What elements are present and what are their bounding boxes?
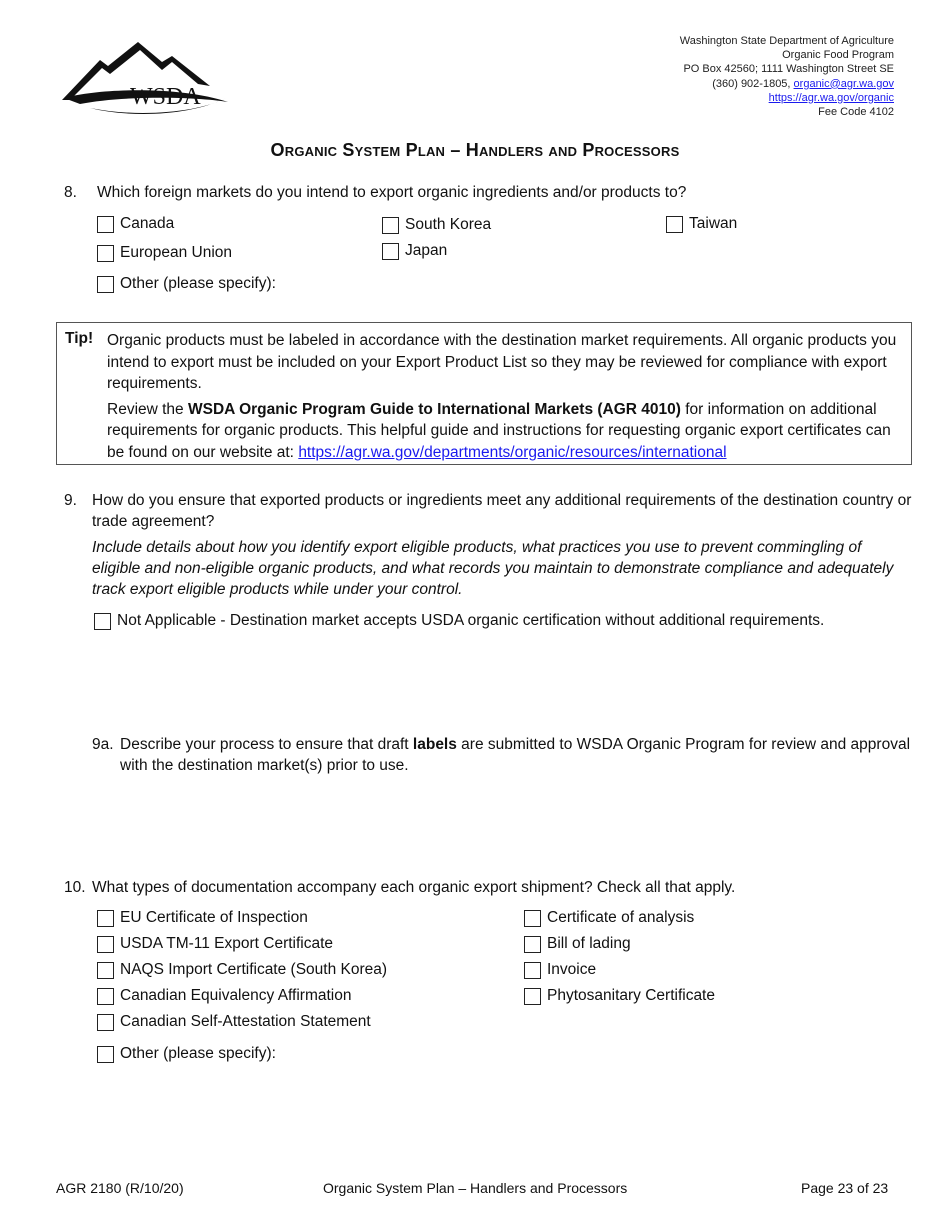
checkbox-other-market[interactable]: Other (please specify): bbox=[97, 275, 276, 293]
checkbox-bill-of-lading[interactable]: Bill of lading bbox=[524, 935, 631, 953]
checkbox-icon[interactable] bbox=[382, 217, 399, 234]
q9-number: 9. bbox=[64, 492, 77, 509]
agency-line: Organic Food Program bbox=[782, 49, 894, 62]
checkbox-icon[interactable] bbox=[97, 276, 114, 293]
checkbox-eu-certificate[interactable]: EU Certificate of Inspection bbox=[97, 909, 308, 927]
checkbox-icon[interactable] bbox=[524, 988, 541, 1005]
checkbox-icon[interactable] bbox=[666, 216, 683, 233]
checkbox-icon[interactable] bbox=[524, 910, 541, 927]
checkbox-icon[interactable] bbox=[97, 1046, 114, 1063]
svg-text:WSDA: WSDA bbox=[130, 84, 201, 110]
checkbox-taiwan[interactable]: Taiwan bbox=[666, 215, 737, 233]
checkbox-icon[interactable] bbox=[97, 988, 114, 1005]
checkbox-not-applicable[interactable]: Not Applicable - Destination market accepts USDA organic certification without additional requirements. bbox=[94, 612, 824, 630]
international-markets-link[interactable]: https://agr.wa.gov/departments/organic/resources/international bbox=[298, 443, 727, 461]
agency-email-link[interactable]: organic@agr.wa.gov bbox=[793, 77, 894, 90]
agency-phone: (360) 902-1805, bbox=[712, 77, 791, 90]
checkbox-icon[interactable] bbox=[524, 936, 541, 953]
mountain-logo-icon bbox=[60, 38, 232, 116]
q8-text: Which foreign markets do you intend to export organic ingredients and/or products to? bbox=[97, 184, 687, 201]
tip-box bbox=[56, 322, 912, 465]
tip-paragraph: Review the WSDA Organic Program Guide to International Markets (AGR 4010) for information on additional requirements for organic products. This helpful guide and instructions for requesting organic export certificates can be found on our website at: https://agr.wa.gov/departments/organic/resources/international bbox=[107, 400, 891, 461]
checkbox-icon[interactable] bbox=[382, 243, 399, 260]
q9-text: How do you ensure that exported products or ingredients meet any additional requirements of the destination country or trade agreement? bbox=[92, 492, 912, 530]
agency-contact bbox=[680, 77, 894, 91]
checkbox-certificate-analysis[interactable]: Certificate of analysis bbox=[524, 909, 694, 927]
checkbox-canadian-self-attestation[interactable]: Canadian Self-Attestation Statement bbox=[97, 1013, 371, 1031]
checkbox-canadian-equivalency[interactable]: Canadian Equivalency Affirmation bbox=[97, 987, 352, 1005]
checkbox-canada[interactable]: Canada bbox=[97, 215, 174, 233]
footer-page-number: Page 23 of 23 bbox=[801, 1180, 889, 1196]
checkbox-other-documentation[interactable]: Other (please specify): bbox=[97, 1045, 276, 1063]
wsda-logo bbox=[60, 38, 232, 116]
checkbox-icon[interactable] bbox=[97, 245, 114, 262]
checkbox-south-korea[interactable]: South Korea bbox=[382, 216, 491, 234]
checkbox-icon[interactable] bbox=[97, 962, 114, 979]
checkbox-invoice[interactable]: Invoice bbox=[524, 961, 596, 979]
agency-line: PO Box 42560; 1111 Washington Street SE bbox=[683, 63, 894, 76]
tip-paragraph: Organic products must be labeled in accordance with the destination market requirements. All organic products you intend to export must be included on your Export Product List so they may be reviewed for compliance with export requirements. bbox=[107, 332, 897, 392]
agency-line: Washington State Department of Agriculture bbox=[679, 35, 894, 47]
checkbox-icon[interactable] bbox=[94, 613, 111, 630]
q9a-text: Describe your process to ensure that draft labels are submitted to WSDA Organic Program for review and approval with the destination market(s) prior to use. bbox=[120, 736, 911, 774]
q9a-number: 9a. bbox=[92, 736, 114, 753]
q10-text: What types of documentation accompany each organic export shipment? Check all that apply. bbox=[92, 879, 736, 896]
checkbox-japan[interactable]: Japan bbox=[382, 242, 447, 260]
checkbox-usda-tm11[interactable]: USDA TM-11 Export Certificate bbox=[97, 935, 333, 953]
fee-code: Fee Code 4102 bbox=[818, 106, 894, 119]
checkbox-eu[interactable]: European Union bbox=[97, 244, 232, 262]
checkbox-icon[interactable] bbox=[524, 962, 541, 979]
footer-title: Organic System Plan – Handlers and Processors bbox=[323, 1180, 628, 1196]
checkbox-icon[interactable] bbox=[97, 1014, 114, 1031]
q9-instructions: Include details about how you identify export eligible products, what practices you use to prevent commingling of eligible and non-eligible organic products, and what records you maintain to demonstrate compliance and adequately track export eligible products while under your control. bbox=[92, 539, 894, 598]
checkbox-phytosanitary[interactable]: Phytosanitary Certificate bbox=[524, 987, 715, 1005]
agency-website-link[interactable]: https://agr.wa.gov/organic bbox=[768, 91, 894, 104]
checkbox-icon[interactable] bbox=[97, 936, 114, 953]
q8-number: 8. bbox=[64, 184, 77, 201]
page-title: Organic System Plan – Handlers and Processors bbox=[270, 140, 680, 160]
checkbox-icon[interactable] bbox=[97, 216, 114, 233]
agency-info bbox=[680, 34, 894, 119]
checkbox-icon[interactable] bbox=[97, 910, 114, 927]
checkbox-naqs[interactable]: NAQS Import Certificate (South Korea) bbox=[97, 961, 387, 979]
tip-label: Tip! bbox=[65, 330, 94, 347]
tip-text bbox=[107, 330, 907, 467]
q10-number: 10. bbox=[64, 879, 86, 896]
footer-form-id: AGR 2180 (R/10/20) bbox=[56, 1180, 184, 1196]
